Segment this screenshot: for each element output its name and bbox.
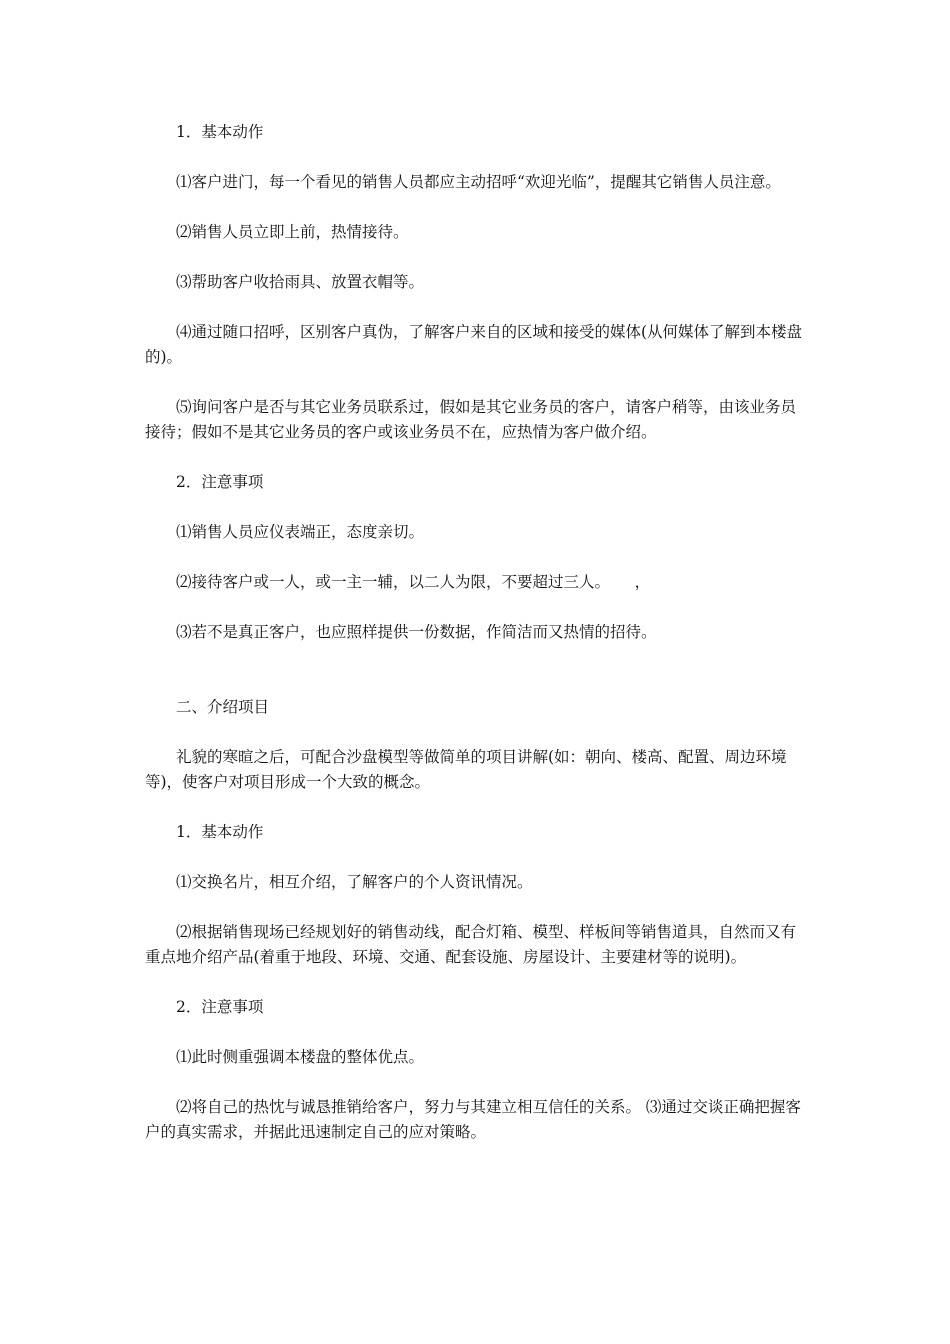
section-heading-introduce-project: 二、介绍项目 [176,698,270,716]
paragraph: ⑴销售人员应仪表端正，态度亲切。 [176,523,425,541]
document-body [145,120,805,1145]
paragraph: ⑸询问客户是否与其它业务员联系过，假如是其它业务员的客户，请客户稍等，由该业务员接待；假如不是其它业务员的客户或该业务员不在，应热情为客户做介绍。 [145,398,797,441]
paragraph: ⑵将自己的热忱与诚恳推销给客户，努力与其建立相互信任的关系。 ⑶通过交谈正确把握客户的真实需求，并据此迅速制定自己的应对策略。 [145,1098,801,1141]
heading-notes: 2．注意事项 [176,473,264,491]
paragraph: ⑶帮助客户收拾雨具、放置衣帽等。 [176,273,425,291]
paragraph: ⑴交换名片，相互介绍，了解客户的个人资讯情况。 [176,873,533,891]
paragraph: ⑶若不是真正客户，也应照样提供一份数据，作简洁而又热情的招待。 [176,623,657,641]
heading-notes: 2．注意事项 [176,998,264,1016]
paragraph: ⑴此时侧重强调本楼盘的整体优点。 [176,1048,425,1066]
paragraph: ⑴客户进门，每一个看见的销售人员都应主动招呼“欢迎光临”，提醒其它销售人员注意。 [176,173,781,191]
paragraph: ⑷通过随口招呼，区别客户真伪，了解客户来自的区域和接受的媒体(从何媒体了解到本楼盘的)。 [145,323,803,366]
paragraph: 礼貌的寒暄之后，可配合沙盘模型等做简单的项目讲解(如：朝向、楼高、配置、周边环境等)，使客户对项目形成一个大致的概念。 [145,748,787,791]
paragraph: ⑵接待客户或一人，或一主一辅，以二人为限，不要超过三人。 ， [176,573,651,591]
heading-basic-actions: 1．基本动作 [176,123,264,141]
paragraph: ⑵销售人员立即上前，热情接待。 [176,223,409,241]
heading-basic-actions: 1．基本动作 [176,823,264,841]
paragraph: ⑵根据销售现场已经规划好的销售动线，配合灯箱、模型、样板间等销售道具，自然而又有重点地介绍产品(着重于地段、环境、交通、配套设施、房屋设计、主要建材等的说明)。 [145,923,797,966]
